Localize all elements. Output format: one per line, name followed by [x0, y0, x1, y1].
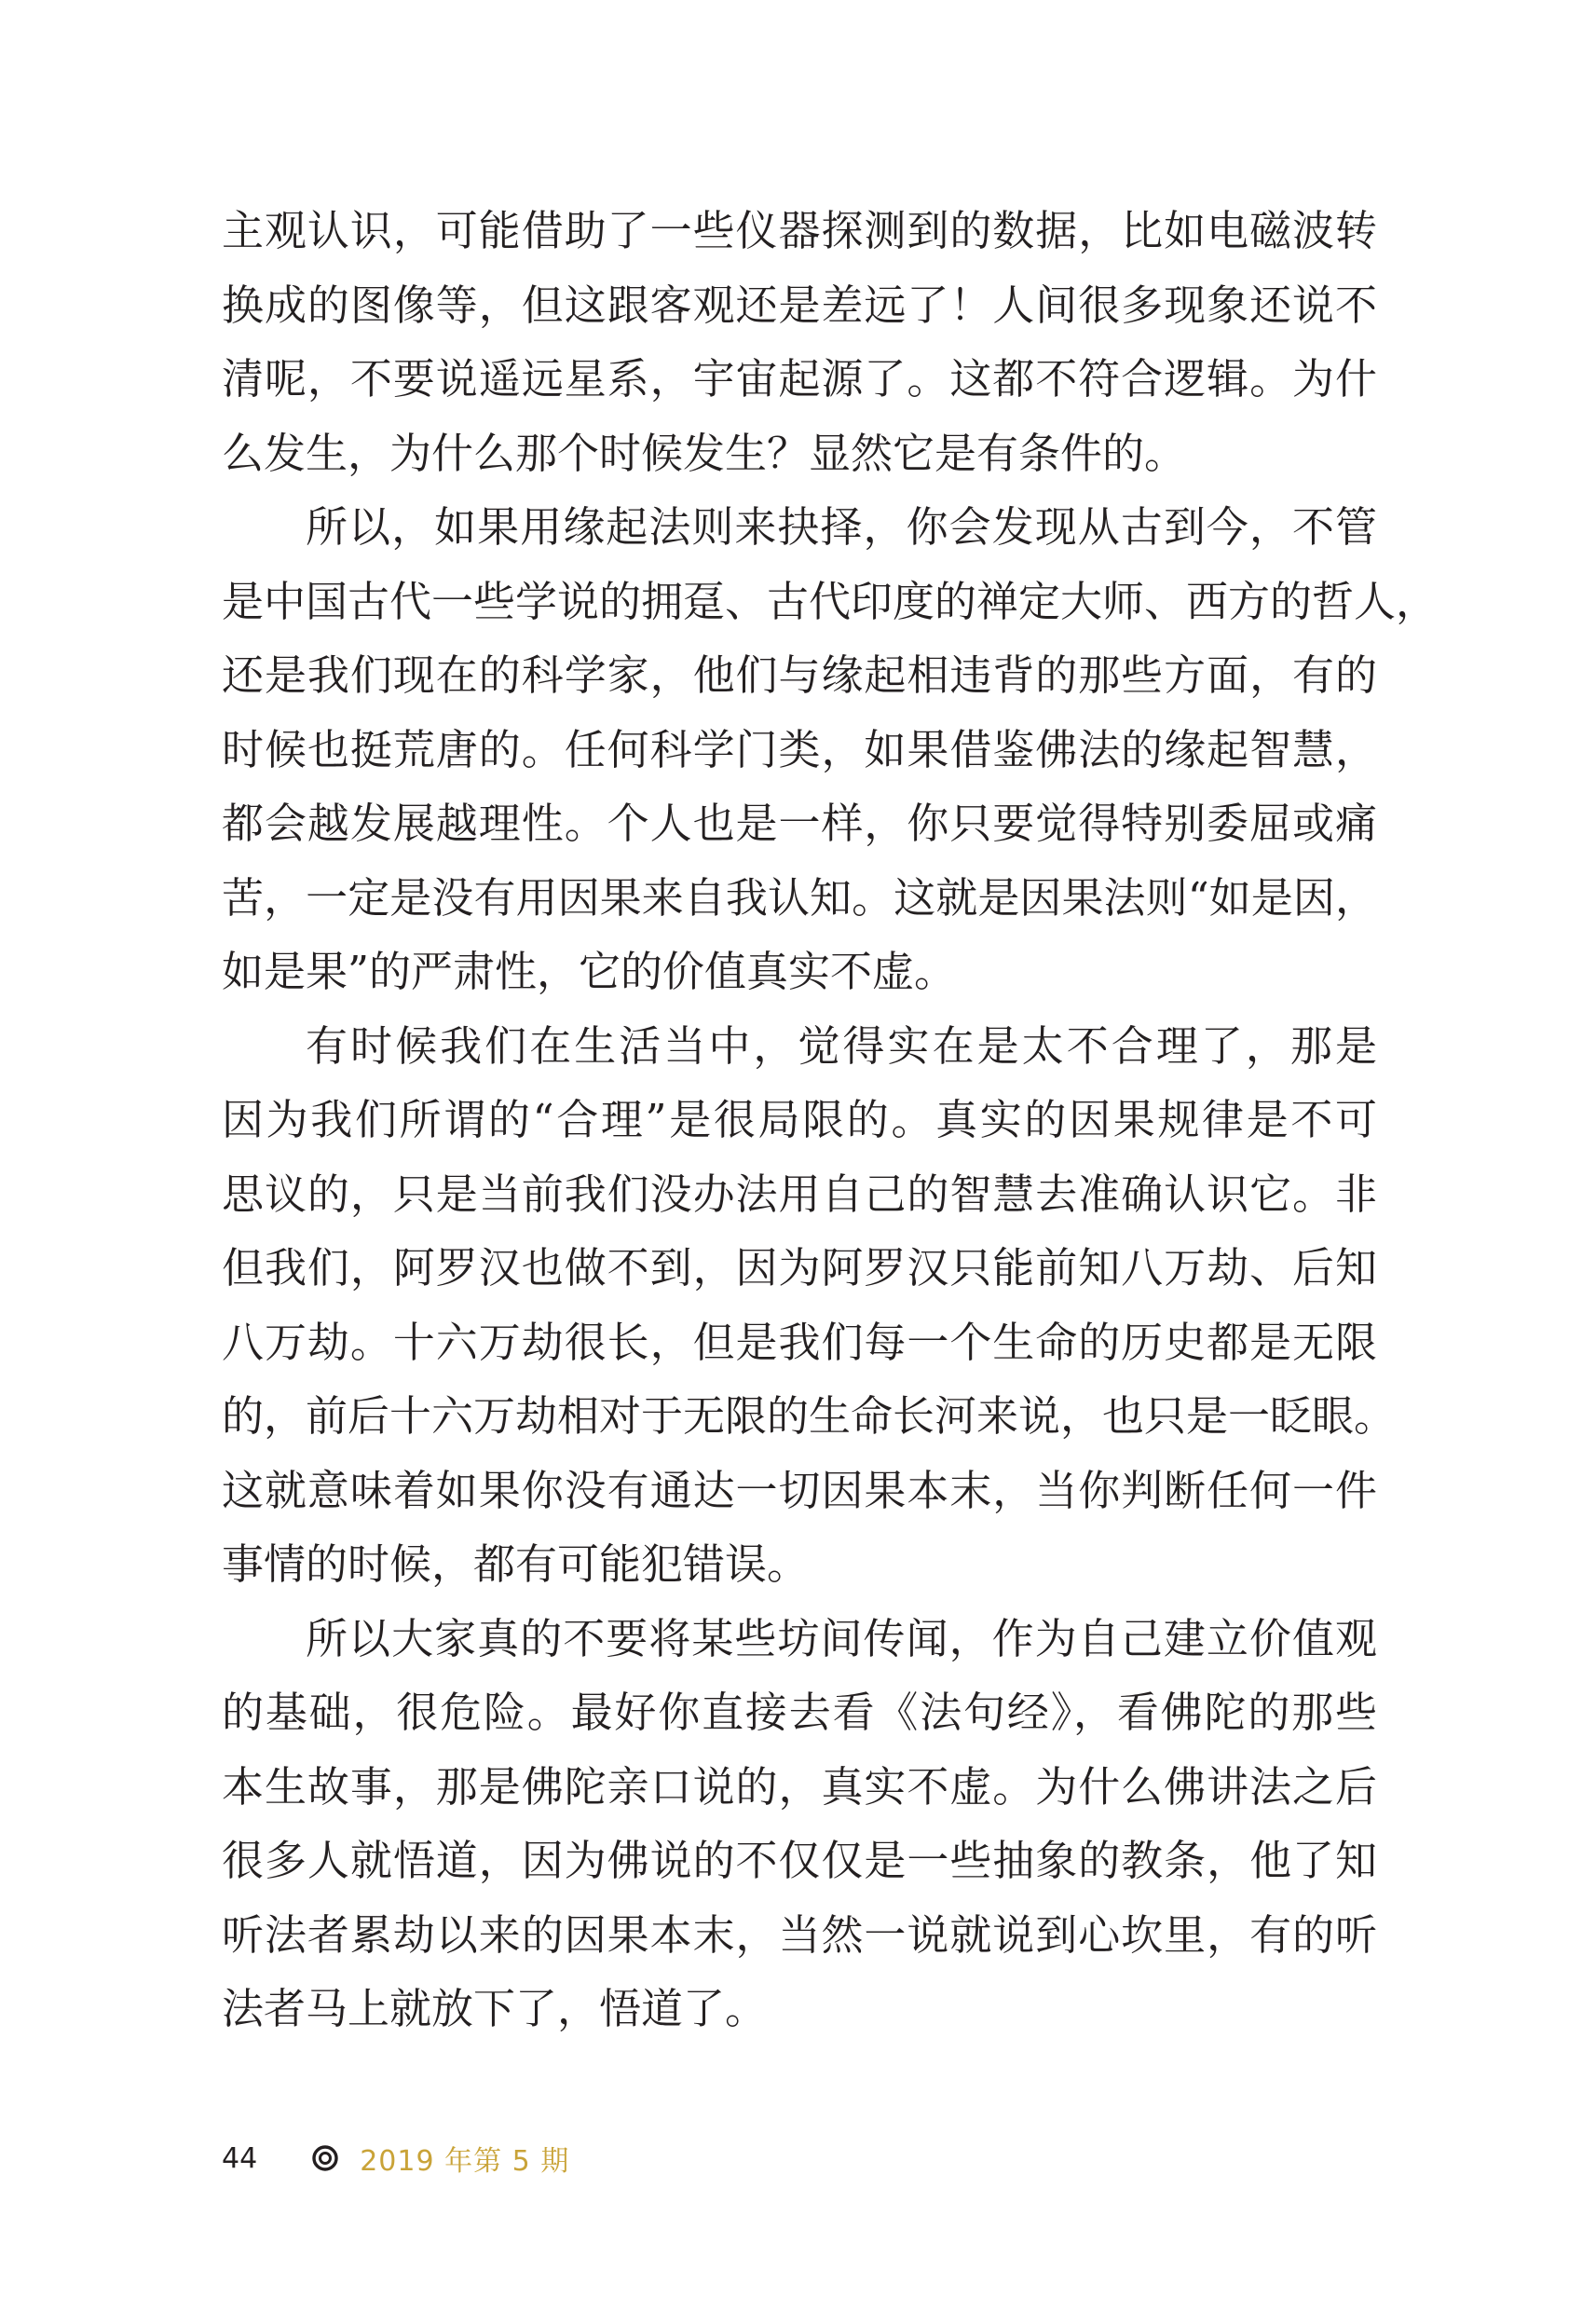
- text-line: 很多人就悟道，因为佛说的不仅仅是一些抽象的教条，他了知: [222, 1836, 1377, 1885]
- text-line: 有时候我们在生活当中，觉得实在是太不合理了，那是: [306, 1020, 1377, 1071]
- text-line: 本生故事，那是佛陀亲口说的，真实不虚。为什么佛讲法之后: [222, 1761, 1377, 1812]
- text-line: 这就意味着如果你没有通达一切因果本末，当你判断任何一件: [222, 1465, 1377, 1515]
- text-line: 是中国古代一些学说的拥趸、古代印度的禅定大师、西方的哲人，: [222, 576, 1439, 626]
- text-line: 么发生，为什么那个时候发生？显然它是有条件的。: [222, 428, 1187, 478]
- text-line: 时候也挺荒唐的。任何科学门类，如果借鉴佛法的缘起智慧，: [222, 724, 1377, 774]
- text-line: 苦，一定是没有用因果来自我认知。这就是因果法则“如是因，: [222, 872, 1377, 923]
- text-line: 事情的时候，都有可能犯错误。: [222, 1539, 810, 1589]
- text-line: 听法者累劫以来的因果本末，当然一说就说到心坎里，有的听: [222, 1909, 1377, 1960]
- issue-label: 2019 年第 5 期: [360, 2145, 570, 2178]
- page-footer: [222, 2140, 569, 2177]
- text-line: 所以，如果用缘起法则来抉择，你会发现从古到今，不管: [306, 502, 1377, 552]
- paragraph: [222, 194, 1377, 490]
- text-line: 的基础，很危险。最好你直接去看《法句经》，看佛陀的那些: [222, 1688, 1377, 1737]
- text-line: 主观认识，可能借助了一些仪器探测到的数据，比如电磁波转: [222, 206, 1377, 255]
- text-line: 因为我们所谓的“合理”是很局限的。真实的因果规律是不可: [222, 1095, 1377, 1144]
- text-line: 还是我们现在的科学家，他们与缘起相违背的那些方面，有的: [222, 650, 1377, 700]
- paragraph: [222, 490, 1439, 1009]
- paragraph: [222, 1602, 1377, 2046]
- text-line: 思议的，只是当前我们没办法用自己的智慧去准确认识它。非: [222, 1169, 1377, 1219]
- concentric-circle-logo-icon: [311, 2144, 339, 2172]
- text-line: 清呢，不要说遥远星系，宇宙起源了。这都不符合逻辑。为什: [222, 354, 1377, 403]
- text-line: 都会越发展越理性。个人也是一样，你只要觉得特别委屈或痛: [222, 799, 1377, 848]
- page-number: 44: [222, 2141, 258, 2175]
- article-body: [222, 194, 1439, 2046]
- text-line: 如是果”的严肃性，它的价值真实不虚。: [222, 947, 957, 996]
- text-line: 八万劫。十六万劫很长，但是我们每一个生命的历史都是无限: [222, 1317, 1377, 1367]
- text-line: 的，前后十六万劫相对于无限的生命长河来说，也只是一眨眼。: [222, 1391, 1397, 1441]
- text-line: 所以大家真的不要将某些坊间传闻，作为自己建立价值观: [306, 1613, 1377, 1663]
- paragraph: [222, 1009, 1397, 1602]
- text-line: 但我们，阿罗汉也做不到，因为阿罗汉只能前知八万劫、后知: [222, 1243, 1377, 1292]
- text-line: 换成的图像等，但这跟客观还是差远了！人间很多现象还说不: [222, 280, 1377, 330]
- text-line: 法者马上就放下了，悟道了。: [222, 1984, 768, 2033]
